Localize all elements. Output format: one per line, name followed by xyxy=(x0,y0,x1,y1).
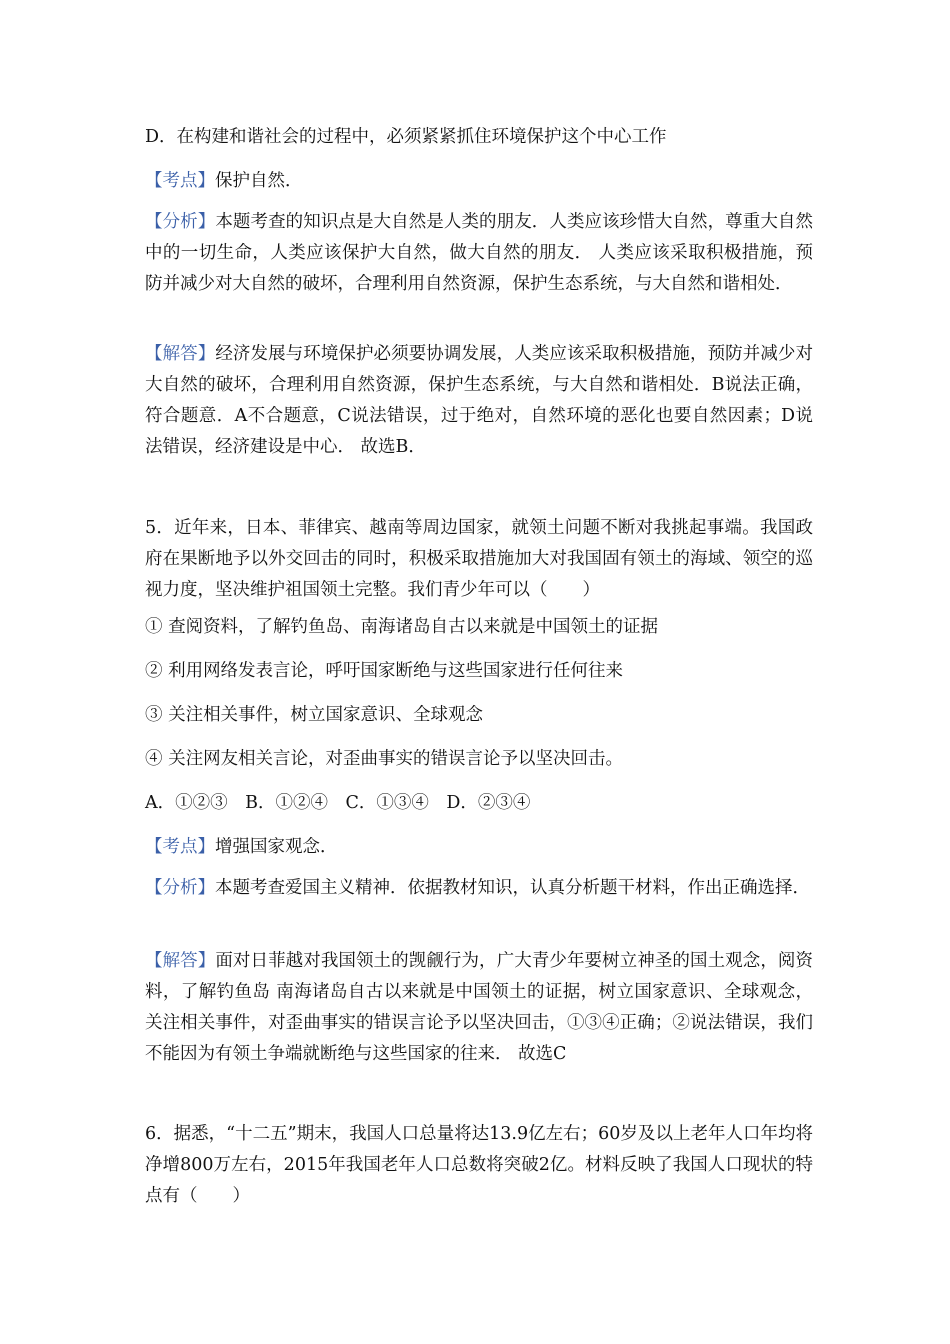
kaodian-tag: 【考点】 xyxy=(145,837,215,857)
q5-item-2: ② 利用网络发表言论，呼吁国家断绝与这些国家进行任何往来 xyxy=(145,661,624,681)
q5-options: A．①②③ B．①②④ C．①③④ D．②③④ xyxy=(145,793,531,813)
q5-kaodian xyxy=(145,832,813,862)
jieda-tag: 【解答】 xyxy=(145,951,216,971)
q6-stem: 6．据悉，“十二五”期末，我国人口总量将达13.9亿左右；60岁及以上老年人口年均将净增800万左右，2015年我国老年人口总数将突破2亿。材料反映了我国人口现状的特点有（ ） xyxy=(145,1124,813,1206)
jieda-text: 经济发展与环境保护必须要协调发展，人类应该采取积极措施，预防并减少对大自然的破坏，合理利用自然资源，保护生态系统，与大自然和谐相处．B说法正确，符合题意．A不合题意，C说法错误，过于绝对，自然环境的恶化也要自然因素；D说法错误，经济建设是中心． 故选B． xyxy=(145,344,814,457)
q4-fenxi xyxy=(145,207,813,300)
q5-item-1: ① 查阅资料，了解钓鱼岛、南海诸岛自古以来就是中国领土的证据 xyxy=(145,617,659,637)
q5-item-4: ④ 关注网友相关言论，对歪曲事实的错误言论予以坚决回击。 xyxy=(145,749,624,769)
jieda-text: 面对日菲越对我国领土的觊觎行为，广大青少年要树立神圣的国土观念，阅资料，了解钓鱼岛 南海诸岛自古以来就是中国领土的证据，树立国家意识、全球观念，关注相关事件，对歪曲事实的错误言论予以坚决回击，①③④正确；②说法错误，我们不能因为有领土争端就断绝与这些国家的往来． 故选C xyxy=(145,951,814,1064)
q5-fenxi xyxy=(145,873,813,904)
q5-jieda xyxy=(145,946,813,1070)
q4-jieda xyxy=(145,339,813,463)
q4-option-d: D．在构建和谐社会的过程中，必须紧紧抓住环境保护这个中心工作 xyxy=(145,127,667,147)
fenxi-text: 本题考查的知识点是大自然是人类的朋友．人类应该珍惜大自然，尊重大自然中的一切生命，人类应该保护大自然，做大自然的朋友． 人类应该采取积极措施，预防并减少对大自然的破坏，合理利用自然资源，保护生态系统，与大自然和谐相处． xyxy=(145,212,814,294)
fenxi-text: 本题考查爱国主义精神．依据教材知识，认真分析题干材料，作出正确选择． xyxy=(215,878,810,898)
q4-kaodian xyxy=(145,166,813,196)
kaodian-tag: 【考点】 xyxy=(145,171,215,191)
q5-item-3: ③ 关注相关事件，树立国家意识、全球观念 xyxy=(145,705,484,725)
fenxi-tag: 【分析】 xyxy=(145,212,216,232)
fenxi-tag: 【分析】 xyxy=(145,878,215,898)
q5-stem: 5．近年来，日本、菲律宾、越南等周边国家，就领土问题不断对我挑起事端。我国政府在果断地予以外交回击的同时，积极采取措施加大对我国固有领土的海域、领空的巡视力度，坚决维护祖国领土完整。我们青少年可以（ ） xyxy=(145,518,813,600)
jieda-tag: 【解答】 xyxy=(145,344,216,364)
kaodian-text: 增强国家观念． xyxy=(215,837,338,857)
kaodian-text: 保护自然． xyxy=(215,171,303,191)
